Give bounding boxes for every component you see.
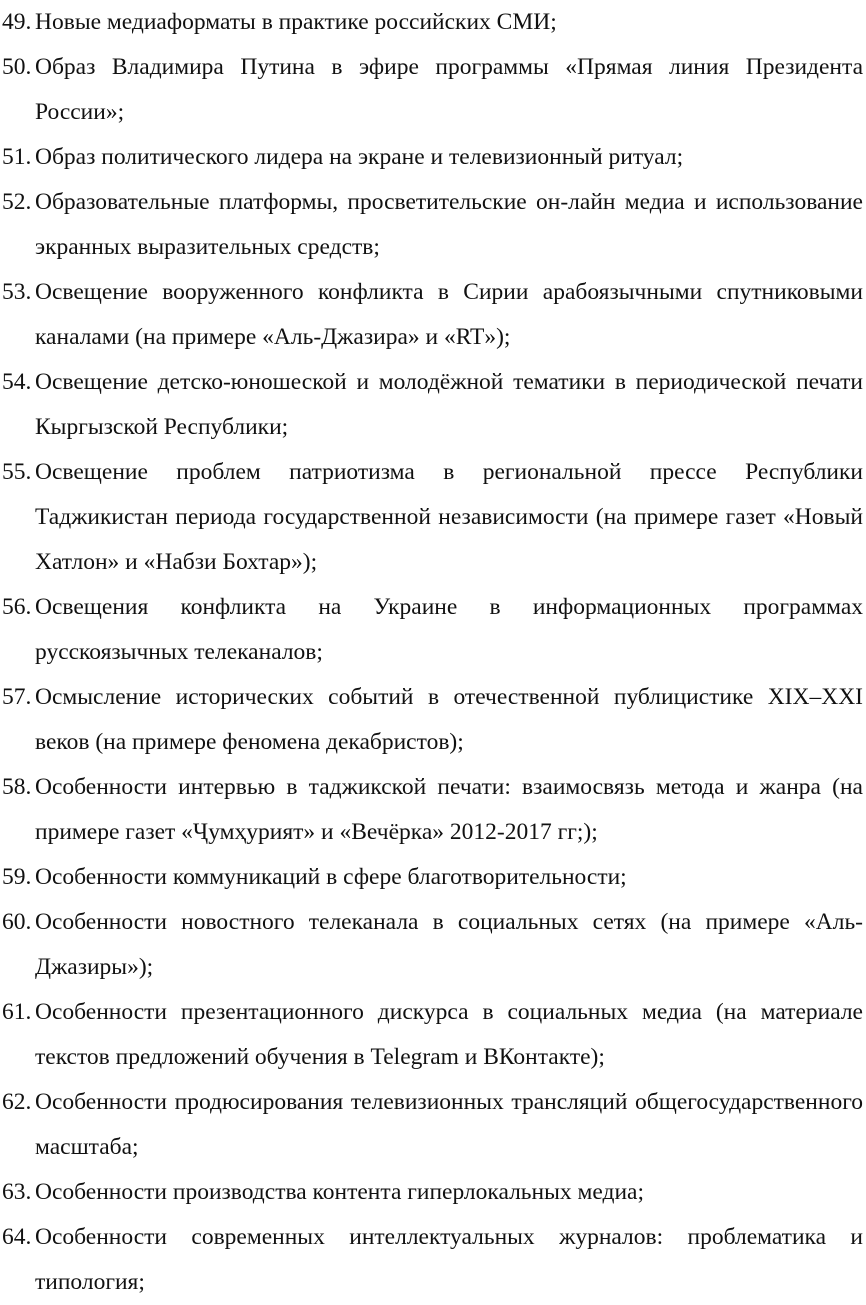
item-number: 61. bbox=[2, 999, 32, 1025]
item-text: Освещение детско-юношеской и молодёжной тематики в периодической печати Кыргызской Республики; bbox=[35, 369, 863, 440]
item-text: Образовательные платформы, просветительские он-лайн медиа и использование экранных выразительных средств; bbox=[35, 189, 863, 260]
item-number: 60. bbox=[2, 909, 32, 935]
item-number: 63. bbox=[2, 1179, 32, 1205]
item-number: 51. bbox=[2, 144, 32, 170]
item-number: 62. bbox=[2, 1089, 32, 1115]
list-item bbox=[2, 360, 863, 450]
item-text: Особенности презентационного дискурса в социальных медиа (на материале текстов предложений обучения в Telegram и ВКонтакте); bbox=[35, 999, 863, 1070]
list-item bbox=[2, 990, 863, 1080]
list-item bbox=[2, 1215, 863, 1305]
item-text: Особенности производства контента гиперлокальных медиа; bbox=[35, 1179, 645, 1205]
item-text: Особенности современных интеллектуальных журналов: проблематика и типология; bbox=[35, 1224, 863, 1295]
item-text: Осмысление исторических событий в отечественной публицистике XIX–XXI веков (на примере феномена декабристов); bbox=[35, 684, 863, 755]
item-number: 59. bbox=[2, 864, 32, 890]
item-number: 54. bbox=[2, 369, 32, 395]
list-item bbox=[2, 135, 863, 180]
list-item bbox=[2, 0, 863, 45]
topic-list bbox=[2, 0, 863, 1305]
item-number: 50. bbox=[2, 54, 32, 80]
item-text: Освещения конфликта на Украине в информационных программах русскоязычных телеканалов; bbox=[35, 594, 863, 665]
list-item bbox=[2, 270, 863, 360]
list-item bbox=[2, 675, 863, 765]
item-number: 52. bbox=[2, 189, 32, 215]
list-item bbox=[2, 1080, 863, 1170]
list-item bbox=[2, 180, 863, 270]
item-text: Особенности продюсирования телевизионных трансляций общегосударственного масштаба; bbox=[35, 1089, 863, 1160]
list-item bbox=[2, 855, 863, 900]
item-number: 53. bbox=[2, 279, 32, 305]
item-text: Особенности интервью в таджикской печати: взаимосвязь метода и жанра (на примере газет «Ҷумҳурият» и «Вечёрка» 2012-2017 гг;); bbox=[35, 774, 863, 845]
item-text: Образ политического лидера на экране и телевизионный ритуал; bbox=[35, 144, 684, 170]
item-number: 55. bbox=[2, 459, 32, 485]
item-number: 64. bbox=[2, 1224, 32, 1250]
item-text: Новые медиаформаты в практике российских СМИ; bbox=[35, 9, 557, 35]
item-text: Особенности новостного телеканала в социальных сетях (на примере «Аль-Джазиры»); bbox=[35, 909, 863, 980]
list-item bbox=[2, 585, 863, 675]
item-number: 56. bbox=[2, 594, 32, 620]
item-number: 49. bbox=[2, 9, 32, 35]
item-text: Особенности коммуникаций в сфере благотворительности; bbox=[35, 864, 627, 890]
item-number: 58. bbox=[2, 774, 32, 800]
list-item bbox=[2, 1170, 863, 1215]
list-item bbox=[2, 900, 863, 990]
item-text: Освещение вооруженного конфликта в Сирии арабоязычными спутниковыми каналами (на примере «Аль-Джазира» и «RT»); bbox=[35, 279, 863, 350]
list-item bbox=[2, 45, 863, 135]
item-number: 57. bbox=[2, 684, 32, 710]
item-text: Образ Владимира Путина в эфире программы «Прямая линия Президента России»; bbox=[35, 54, 863, 125]
list-item bbox=[2, 765, 863, 855]
list-item bbox=[2, 450, 863, 585]
item-text: Освещение проблем патриотизма в региональной прессе Республики Таджикистан периода государственной независимости (на примере газет «Новый Хатлон» и «Набзи Бохтар»); bbox=[35, 459, 863, 575]
